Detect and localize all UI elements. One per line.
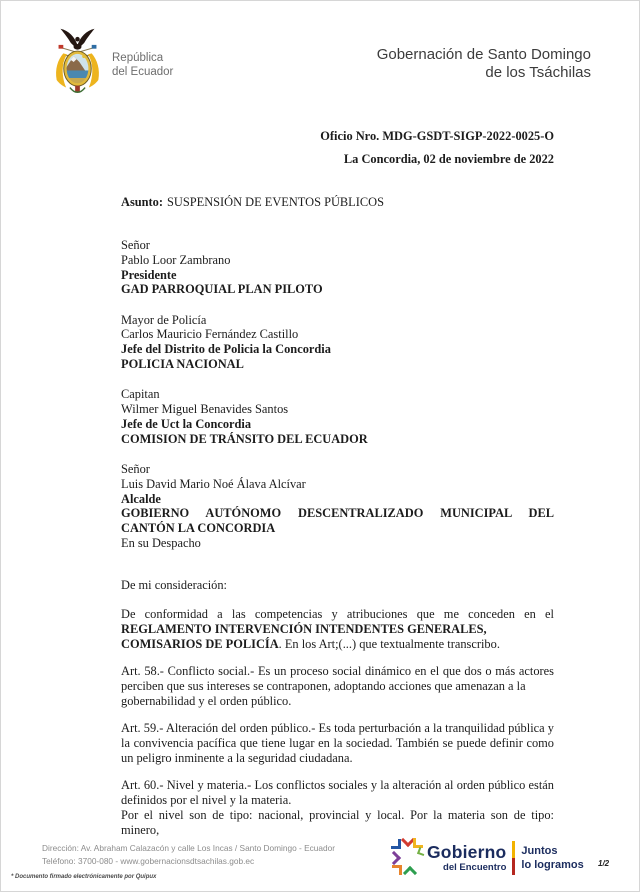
arrow-icon xyxy=(417,847,426,856)
paragraph-text: COMISARIOS DE POLICÍA xyxy=(121,636,279,651)
recipient-block xyxy=(121,387,554,446)
gobierno-del-encuentro-logo xyxy=(389,835,584,881)
recipient-line: Señor xyxy=(121,462,150,477)
logo-divider-bar xyxy=(512,841,515,875)
paragraph-text: De conformidad a las competencias y atribuciones que me conceden en el xyxy=(121,606,554,621)
arrow-icon xyxy=(413,838,423,848)
footer-address xyxy=(42,842,335,868)
paragraph-text: Art. 60.- Nivel y materia.- Los conflictos sociales y la alteración al orden público están definidos por el nivel y la materia. xyxy=(121,777,554,807)
republic-logo xyxy=(49,25,173,97)
body-paragraph xyxy=(121,808,554,838)
encuentro-word2: del Encuentro xyxy=(443,861,507,873)
paragraph-text: Art. 59.- Alteración del orden público.- Es toda perturbación a la tranquilidad pública y la convivencia pacífica que tiene lugar en la sociedad. También se puede definir como un peligro inminente a la seguridad ciudadana. xyxy=(121,720,554,765)
body-paragraphs xyxy=(121,607,554,838)
recipient-line: Jefe del Distrito de Policia la Concordia xyxy=(121,342,331,357)
ecuador-coat-of-arms-icon xyxy=(49,25,106,97)
tagline-line2: lo logramos xyxy=(521,859,584,871)
tagline-line1: Juntos xyxy=(521,844,558,857)
governorate-name xyxy=(377,46,591,97)
page-number: 1/2 xyxy=(598,859,610,868)
republic-line2: del Ecuador xyxy=(112,65,174,78)
address-line2: Teléfono: 3700-080 - www.gobernacionsdtsachilas.gob.ec xyxy=(42,855,255,866)
address-line1: Dirección: Av. Abraham Calazacón y calle Los Incas / Santo Domingo - Ecuador xyxy=(42,843,335,853)
recipient-line: En su Despacho xyxy=(121,536,201,551)
salutation: De mi consideración: xyxy=(121,577,227,592)
recipient-line: Carlos Mauricio Fernández Castillo xyxy=(121,327,299,342)
oficio-number: Oficio Nro. MDG-GSDT-SIGP-2022-0025-O xyxy=(320,129,554,143)
body-paragraph xyxy=(121,664,554,709)
recipients-list xyxy=(121,238,554,551)
governorate-line2: de los Tsáchilas xyxy=(485,64,591,81)
recipient-line: Alcalde xyxy=(121,491,161,506)
recipient-block xyxy=(121,313,554,372)
arrow-icon xyxy=(403,866,417,880)
arrow-icon xyxy=(392,865,402,875)
letter-content xyxy=(121,129,554,838)
recipient-line: COMISION DE TRÁNSITO DEL ECUADOR xyxy=(121,431,368,446)
recipient-line: Mayor de Policía xyxy=(121,312,207,327)
paragraph-text: Por el nivel son de tipo: nacional, provincial y local. Por la materia son de tipo: minero, xyxy=(121,807,554,837)
recipient-line: Presidente xyxy=(121,267,177,282)
subject-label: Asunto: xyxy=(121,195,163,209)
subject-text: SUSPENSIÓN DE EVENTOS PÚBLICOS xyxy=(167,195,384,209)
arrow-icon xyxy=(391,839,401,849)
letterhead xyxy=(49,25,591,97)
date-line: La Concordia, 02 de noviembre de 2022 xyxy=(343,152,554,166)
recipient-line: Jefe de Uct la Concordia xyxy=(121,416,252,431)
paragraph-text: gobernabilidad y el orden público. xyxy=(121,693,292,708)
recipient-block xyxy=(121,462,554,551)
encuentro-arrows-icon xyxy=(389,835,425,881)
arrow-icon xyxy=(387,851,401,865)
body-paragraph xyxy=(121,721,554,766)
recipient-line: Pablo Loor Zambrano xyxy=(121,252,231,267)
republic-label xyxy=(112,52,173,97)
electronic-signature-note: * Documento firmado electrónicamente por Quipux xyxy=(11,874,157,880)
body-paragraph xyxy=(121,778,554,808)
recipient-line: Wilmer Miguel Benavides Santos xyxy=(121,402,289,417)
recipient-block xyxy=(121,238,554,297)
paragraph-text: Art. 58.- Conflicto social.- Es un proceso social dinámico en el que dos o más actores perciben que sus intereses se contraponen, adoptando acciones que amenazan a la xyxy=(121,663,554,693)
recipient-line: GAD PARROQUIAL PLAN PILOTO xyxy=(121,282,323,297)
encuentro-tagline xyxy=(521,844,583,873)
republic-line1: República xyxy=(112,52,164,64)
recipient-line: Luis David Mario Noé Álava Alcívar xyxy=(121,476,306,491)
recipient-line: Señor xyxy=(121,238,150,252)
encuentro-wordmark xyxy=(427,844,506,872)
recipient-line: GOBIERNO AUTÓNOMO DESCENTRALIZADO MUNICIPAL DEL CANTÓN LA CONCORDIA xyxy=(121,506,554,536)
recipient-line: POLICIA NACIONAL xyxy=(121,357,244,372)
governorate-line1: Gobernación de Santo Domingo xyxy=(376,46,591,63)
paragraph-text: REGLAMENTO INTERVENCIÓN INTENDENTES GENERALES, xyxy=(121,621,487,636)
encuentro-word1: Gobierno xyxy=(427,842,507,862)
subject-line xyxy=(121,195,554,210)
recipient-line: Capitan xyxy=(121,387,160,402)
paragraph-text: . En los Art;(...) que textualmente transcribo. xyxy=(278,636,500,651)
body-paragraph xyxy=(121,607,554,652)
